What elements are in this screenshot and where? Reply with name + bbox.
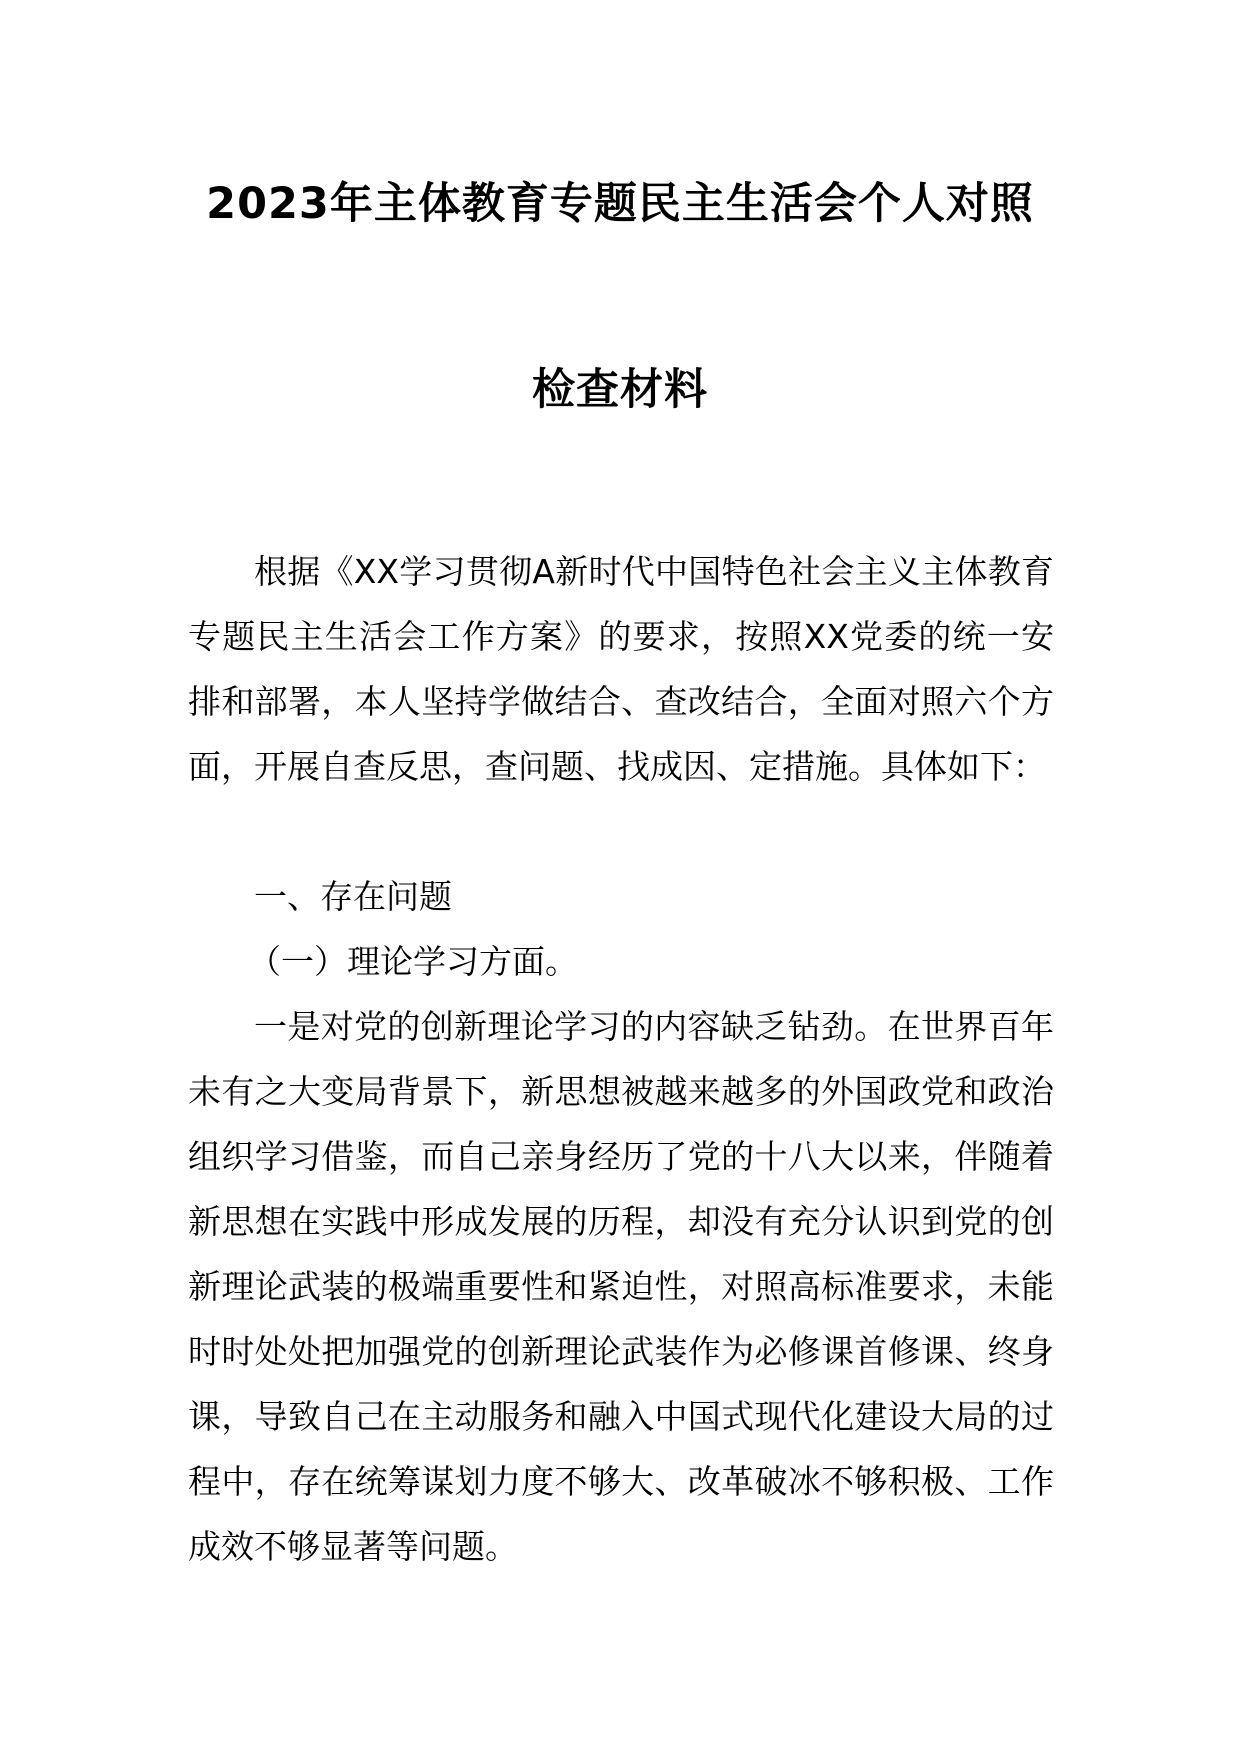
- intro-paragraph-block: [188, 539, 1054, 799]
- intro-paragraph: 根据《XX学习贯彻A新时代中国特色社会主义主体教育专题民主生活会工作方案》的要求，按照XX党委的统一安排和部署，本人坚持学做结合、查改结合，全面对照六个方面，开展自查反思，查问题、找成因、定措施。具体如下：: [188, 552, 1054, 786]
- subsection-heading-block: [188, 929, 1054, 994]
- document-title-line-1: 2023年主体教育专题民主生活会个人对照: [206, 179, 1034, 229]
- section-heading-block: [188, 864, 1054, 929]
- section-heading: 一、存在问题: [254, 877, 452, 916]
- document-title-line-2: 检查材料: [532, 365, 708, 415]
- point-paragraph: 一是对党的创新理论学习的内容缺乏钻劲。在世界百年未有之大变局背景下，新思想被越来越多的外国政党和政治组织学习借鉴，而自己亲身经历了党的十八大以来，伴随着新思想在实践中形成发展的历程，却没有充分认识到党的创新理论武装的极端重要性和紧迫性，对照高标准要求，未能时时处处把加强党的创新理论武装作为必修课首修课、终身课，导致自己在主动服务和融入中国式现代化建设大局的过程中，存在统筹谋划力度不够大、改革破冰不够积极、工作成效不够显著等问题。: [188, 1007, 1054, 1566]
- subsection-heading: （一）理论学习方面。: [248, 942, 578, 981]
- point-paragraph-block: [188, 994, 1054, 1579]
